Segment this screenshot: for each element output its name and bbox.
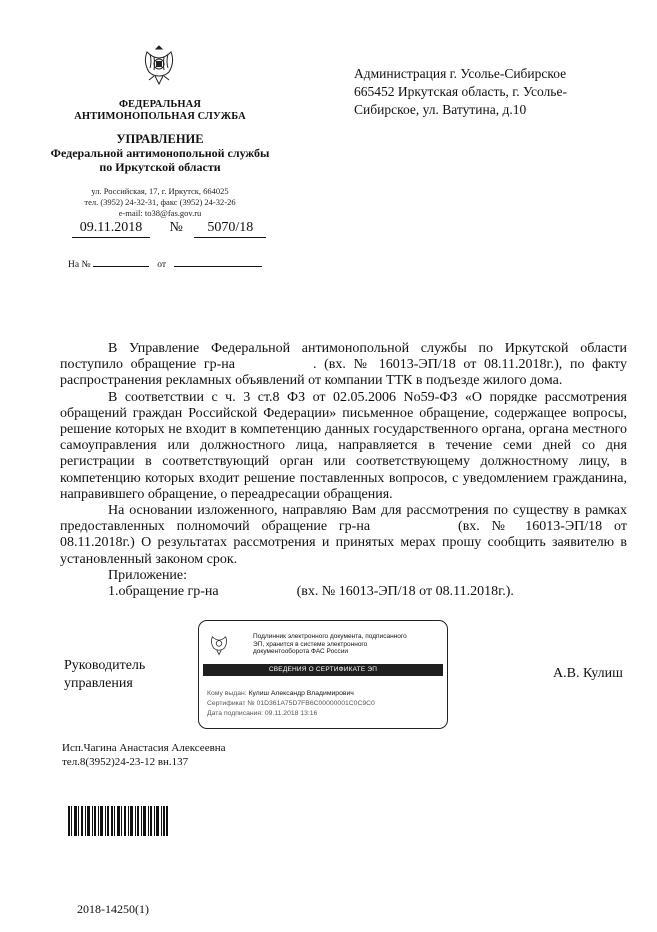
barcode-icon bbox=[68, 806, 168, 836]
dept-title: УПРАВЛЕНИЕ bbox=[116, 132, 204, 146]
sender-address: ул. Российская, 17, г. Иркутск, 664025 bbox=[91, 186, 229, 196]
outgoing-reference bbox=[72, 220, 266, 238]
incoming-reference bbox=[68, 258, 262, 270]
incoming-number-blank bbox=[93, 258, 149, 267]
sender-contacts bbox=[40, 186, 280, 219]
stamp-title-bar: СВЕДЕНИЯ О СЕРТИФИКАТЕ ЭП bbox=[203, 664, 443, 676]
annex-title: Приложение: bbox=[108, 567, 188, 583]
addressee-block bbox=[354, 65, 594, 119]
dept-name-line1: Федеральной антимонопольной службы bbox=[50, 146, 270, 160]
signer-position: Руководитель управления bbox=[64, 658, 146, 691]
executor-phone: тел.8(3952)24-23-12 вн.137 bbox=[62, 756, 189, 768]
electronic-signature-stamp bbox=[198, 620, 448, 729]
cert-holder: Кулиш Александр Владимирович bbox=[248, 690, 354, 697]
org-name-line2: АНТИМОНОПОЛЬНАЯ СЛУЖБА bbox=[74, 111, 246, 122]
letter-body bbox=[60, 341, 627, 600]
org-name-line1: ФЕДЕРАЛЬНАЯ bbox=[118, 99, 202, 110]
addressee-line2: 665452 Иркутская область, г. Усолье- bbox=[354, 84, 567, 99]
signer-name: А.В. Кулиш bbox=[553, 666, 623, 681]
stamp-header: Подлинник электронного документа, подписанного ЭП, хранится в системе электронного документооборота ФАС России bbox=[253, 633, 407, 655]
cert-number: 01D361A75D7FB6C00000001C0C9C0 bbox=[256, 700, 375, 707]
number-sign: № bbox=[169, 220, 183, 235]
incoming-date-blank bbox=[174, 258, 262, 267]
annex-item: 1.обращение гр-на (вх. № 16013-ЭП/18 от 08.11.2018г.). bbox=[108, 584, 514, 600]
document-id: 2018-14250(1) bbox=[77, 902, 149, 916]
stamp-cert-info: Кому выдан: Кулиш Александр Владимирович Сертификат № 01D361A75D7FB6C00000001C0C9C0 Дата подписания: 09.11.2018 13:16 bbox=[207, 690, 375, 717]
sender-phone: тел. (3952) 24-32-31, факс (3952) 24-32-26 bbox=[84, 197, 236, 207]
paragraph-1: В Управление Федеральной антимонопольной службы по Иркутской области поступило обращение гр-на . (вх. № 16013-ЭП/18 от 08.11.2018г.), по факту распространения рекламных объявлений от компании ТТК в подъезде жилого дома. bbox=[60, 341, 627, 389]
addressee-line3: Сибирское, ул. Ватутина, д.10 bbox=[354, 102, 527, 117]
executor-name: Исп.Чагина Анастасия Алексеевна bbox=[62, 742, 226, 754]
sender-email: e-mail: to38@fas.gov.ru bbox=[118, 208, 202, 218]
addressee-line1: Администрация г. Усолье-Сибирское bbox=[354, 66, 567, 81]
paragraph-2: В соответствии с ч. 3 ст.8 ФЗ от 02.05.2006 No59-ФЗ «О порядке рассмотрения обращений граждан Российской Федерации» письменное обращение, содержащее вопросы, решение которых не входит в компетенцию данных государственного органа, органа местного самоуправления или должностного лица, направляется в течение семи дней со дня регистрации в соответствующий орган или соответствующему должностному лицу, в компетенцию которых входит решение поставленных вопросов, с уведомлением гражданина, направившего обращение, о переадресации обращения. bbox=[60, 389, 627, 502]
outgoing-number: 5070/18 bbox=[194, 220, 266, 238]
coat-of-arms-icon bbox=[141, 42, 177, 88]
incoming-label: На № bbox=[68, 260, 91, 270]
executor-info bbox=[62, 741, 226, 769]
incoming-from-label: от bbox=[157, 260, 167, 270]
outgoing-date: 09.11.2018 bbox=[72, 220, 150, 238]
sign-date: 09.11.2018 13:16 bbox=[264, 710, 318, 717]
dept-name-line2: по Иркутской области bbox=[99, 160, 221, 174]
paragraph-3: На основании изложенного, направляю Вам для рассмотрения по существу в рамках предоставленных полномочий обращение гр-на (вх. № 16013-ЭП/18 от 08.11.2018г.) О результатах рассмотрения и принятых мерах прошу сообщить заявителю в установленный законом срок. bbox=[60, 503, 627, 567]
coat-of-arms-icon bbox=[209, 631, 229, 657]
sender-block bbox=[40, 99, 280, 219]
